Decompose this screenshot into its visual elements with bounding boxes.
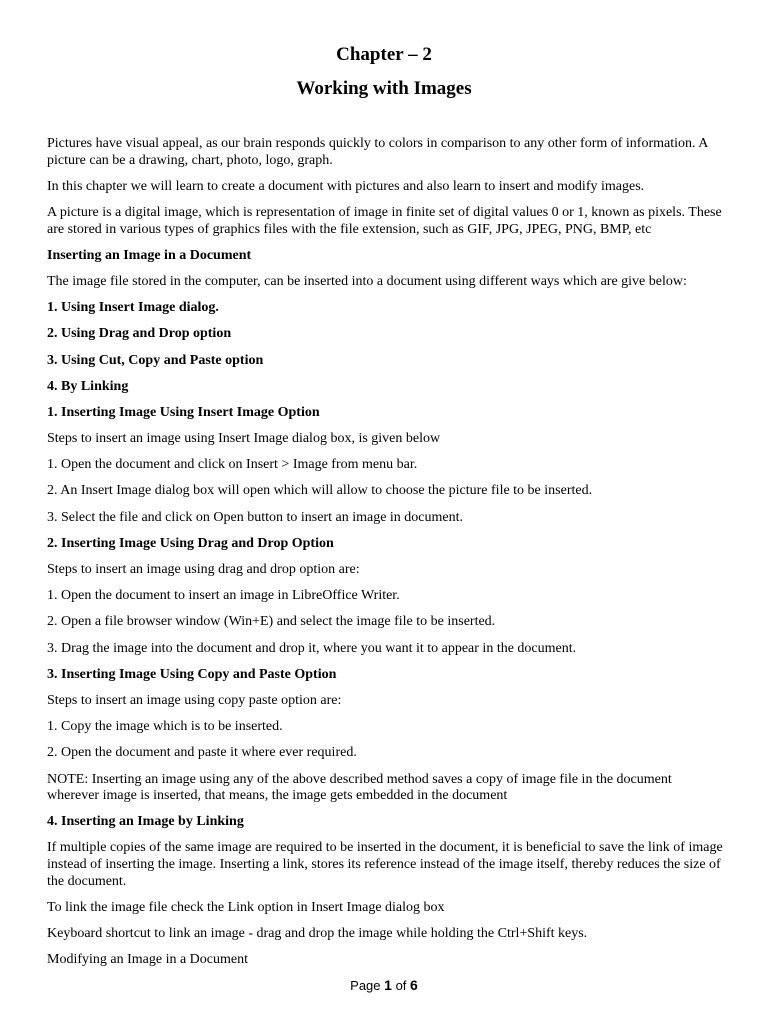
section-heading: 1. Using Insert Image dialog. [47,300,219,316]
footer-total-pages: 6 [410,977,418,993]
body-paragraph: NOTE: Inserting an image using any of the above described method saves a copy of image file in the document wherever image is inserted, that means, the image gets embedded in the document [47,771,672,804]
footer-current-page: 1 [384,977,392,993]
body-paragraph: 1. Copy the image which is to be inserted. [47,719,283,735]
section-heading: 2. Using Drag and Drop option [47,326,232,342]
page-footer [0,976,768,995]
body-paragraph: A picture is a digital image, which is representation of image in finite set of digital values 0 or 1, known as pixels. These are stored in various types of graphics files with the file extension, such as GIF, JPG, JPEG, PNG, BMP, etc [47,204,722,237]
body-paragraph: Modifying an Image in a Document [47,952,249,968]
body-paragraph: The image file stored in the computer, can be inserted into a document using different ways which are give below: [47,273,687,289]
body-paragraph: To link the image file check the Link option in Insert Image dialog box [47,899,445,915]
section-heading: 4. By Linking [47,378,129,394]
section-heading: 3. Using Cut, Copy and Paste option [47,352,264,368]
section-heading: Inserting an Image in a Document [47,247,252,263]
body-paragraph: 3. Drag the image into the document and drop it, where you want it to appear in the document. [47,640,577,656]
body-paragraph: Steps to insert an image using copy paste option are: [47,692,342,708]
body-paragraph: 3. Select the file and click on Open button to insert an image in document. [47,509,464,525]
footer-of-word: of [395,978,407,993]
section-heading: 3. Inserting Image Using Copy and Paste Option [47,666,337,682]
section-heading: 2. Inserting Image Using Drag and Drop Option [47,535,334,551]
document-body [47,136,727,978]
chapter-heading: Chapter – 2 [336,44,432,65]
body-paragraph: In this chapter we will learn to create a document with pictures and also learn to insert and modify images. [47,178,645,194]
body-paragraph: Pictures have visual appeal, as our brain responds quickly to colors in comparison to any other form of information. A picture can be a drawing, chart, photo, logo, graph. [47,136,708,168]
body-paragraph: Steps to insert an image using drag and drop option are: [47,562,360,577]
body-paragraph: 2. Open the document and paste it where ever required. [47,745,357,761]
section-heading: 1. Inserting Image Using Insert Image Option [47,404,320,420]
body-paragraph: 2. Open a file browser window (Win+E) and select the image file to be inserted. [47,614,496,630]
body-paragraph: Keyboard shortcut to link an image - drag and drop the image while holding the Ctrl+Shift keys. [47,926,588,942]
footer-page-word: Page [350,978,381,993]
body-paragraph: 1. Open the document and click on Insert > Image from menu bar. [47,457,418,473]
body-paragraph: 1. Open the document to insert an image in LibreOffice Writer. [47,588,400,604]
document-title: Working with Images [296,78,472,99]
section-heading: 4. Inserting an Image by Linking [47,814,244,830]
body-paragraph: Steps to insert an image using Insert Image dialog box, is given below [47,431,441,447]
body-paragraph: If multiple copies of the same image are required to be inserted in the document, it is beneficial to save the link of image instead of inserting the image. Inserting a link, stores its reference instead of the image itself, thereby reduces the size of the document. [47,840,723,889]
body-paragraph: 2. An Insert Image dialog box will open which will allow to choose the picture file to be inserted. [47,483,593,499]
